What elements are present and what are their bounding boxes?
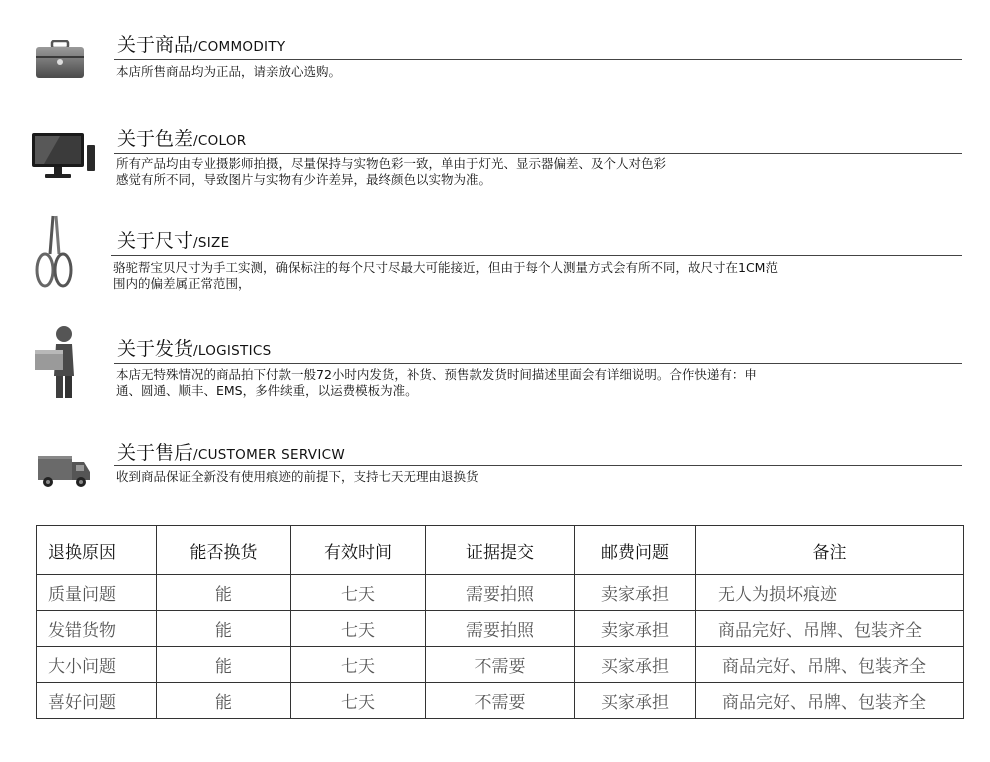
table-cell: 商品完好、吊牌、包装齐全 [696, 683, 964, 719]
table-row [37, 611, 964, 647]
table-row [37, 575, 964, 611]
table-cell: 大小问题 [37, 647, 157, 683]
title-en: /CUSTOMER SERVICW [193, 447, 345, 463]
table-row [37, 647, 964, 683]
monitor-icon [30, 129, 96, 181]
table-row [37, 683, 964, 719]
table-cell: 商品完好、吊牌、包装齐全 [696, 611, 964, 647]
table-cell: 卖家承担 [575, 611, 696, 647]
title-en: /SIZE [193, 235, 230, 251]
section-title [117, 124, 246, 151]
section-title [117, 30, 285, 57]
body-line: 通、圆通、顺丰、EMS，多件续重，以运费模板为准。 [116, 383, 418, 398]
table-cell: 不需要 [426, 647, 575, 683]
table-cell: 喜好问题 [37, 683, 157, 719]
title-en: /COMMODITY [193, 39, 286, 55]
title-en: /COLOR [193, 133, 247, 149]
section-title [117, 438, 345, 465]
body-line: 本店所售商品均为正品，请亲放心选购。 [116, 64, 342, 79]
truck-icon [36, 450, 92, 490]
section-body [116, 156, 956, 188]
section-title [117, 334, 271, 361]
title-cn: 关于发货 [117, 338, 194, 360]
title-cn: 关于尺寸 [117, 230, 194, 252]
header-cell: 备注 [696, 526, 964, 575]
header-cell: 有效时间 [291, 526, 426, 575]
divider [114, 59, 962, 60]
section-body [116, 469, 956, 485]
body-line: 所有产品均由专业摄影师拍摄，尽量保持与实物色彩一致，单由于灯光、显示器偏差、及个人对色彩 [116, 156, 667, 171]
body-line: 围内的偏差属正常范围， [113, 276, 251, 291]
table-cell: 无人为损坏痕迹 [696, 575, 964, 611]
body-line: 收到商品保证全新没有使用痕迹的前提下，支持七天无理由退换货 [116, 469, 479, 484]
divider [114, 465, 962, 466]
divider [111, 255, 962, 256]
table-cell: 七天 [291, 647, 426, 683]
section-body [113, 260, 959, 292]
body-line: 感觉有所不同，导致图片与实物有少许差异，最终颜色以实物为准。 [116, 172, 492, 187]
scissors-icon [34, 214, 74, 290]
table-cell: 七天 [291, 575, 426, 611]
table-cell: 卖家承担 [575, 575, 696, 611]
header-cell: 证据提交 [426, 526, 575, 575]
header-cell: 退换原因 [37, 526, 157, 575]
divider [114, 153, 962, 154]
table-cell: 商品完好、吊牌、包装齐全 [696, 647, 964, 683]
return-policy-table [36, 525, 964, 719]
divider [114, 363, 962, 364]
title-cn: 关于色差 [117, 128, 194, 150]
delivery-person-icon [32, 324, 82, 400]
section-body [116, 64, 956, 80]
body-line: 骆驼帮宝贝尺寸为手工实测，确保标注的每个尺寸尽最大可能接近，但由于每个人测量方式会有所不同，故尺寸在1CM范 [113, 260, 778, 275]
table-cell: 发错货物 [37, 611, 157, 647]
table-cell: 需要拍照 [426, 611, 575, 647]
header-cell: 邮费问题 [575, 526, 696, 575]
table-header-row [37, 526, 964, 575]
table-cell: 能 [157, 683, 291, 719]
briefcase-icon [34, 40, 86, 80]
table-cell: 买家承担 [575, 683, 696, 719]
title-cn: 关于商品 [117, 34, 194, 56]
title-cn: 关于售后 [117, 442, 194, 464]
table-cell: 不需要 [426, 683, 575, 719]
header-cell: 能否换货 [157, 526, 291, 575]
table-cell: 能 [157, 611, 291, 647]
table-cell: 需要拍照 [426, 575, 575, 611]
body-line: 本店无特殊情况的商品拍下付款一般72小时内发货，补货、预售款发货时间描述里面会有详细说明。合作快递有：申 [116, 367, 757, 382]
table-cell: 买家承担 [575, 647, 696, 683]
title-en: /LOGISTICS [193, 343, 272, 359]
table-cell: 七天 [291, 683, 426, 719]
table-cell: 能 [157, 647, 291, 683]
table-cell: 质量问题 [37, 575, 157, 611]
table-cell: 能 [157, 575, 291, 611]
table-cell: 七天 [291, 611, 426, 647]
section-title [117, 226, 229, 253]
section-body [116, 367, 956, 399]
